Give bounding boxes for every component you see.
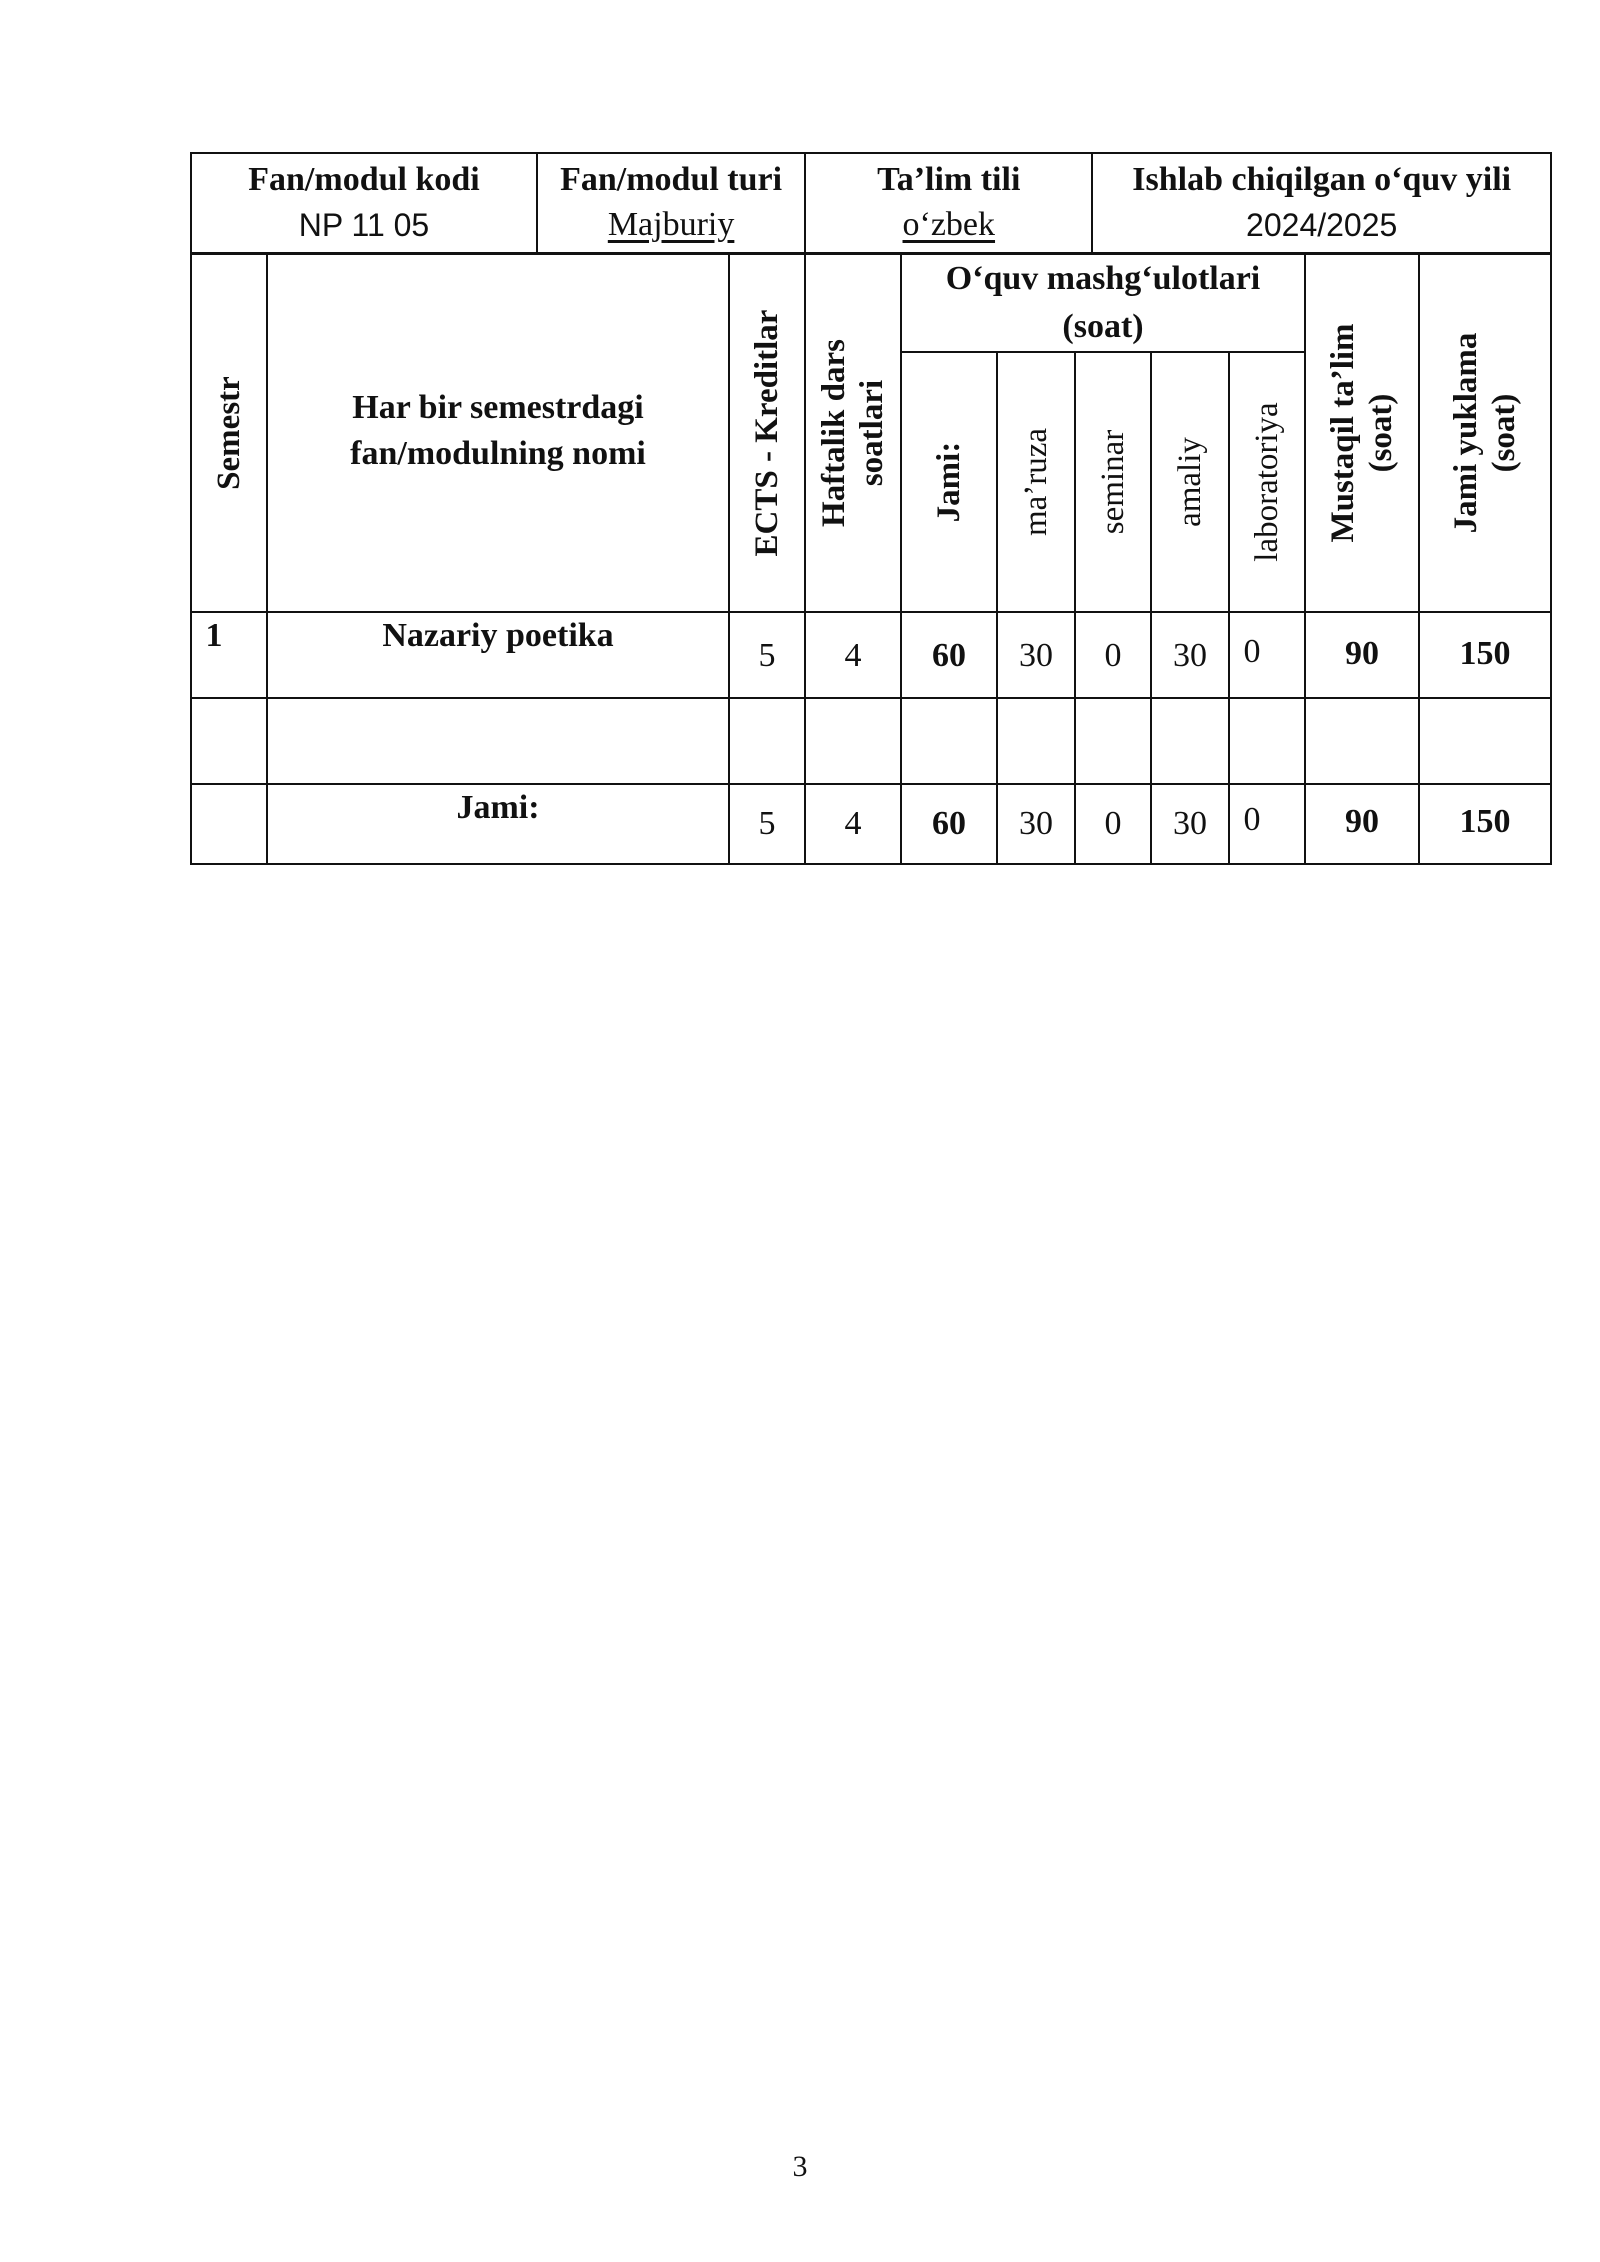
cell-independent: 90 bbox=[1345, 635, 1379, 672]
language-label: Ta’lim tili bbox=[877, 161, 1021, 198]
cell-ects: 5 bbox=[758, 637, 776, 674]
cell-training-total: 60 bbox=[932, 637, 966, 674]
academic-year-label: Ishlab chiqilgan o‘quv yili bbox=[1132, 161, 1512, 198]
header-training-total: Jami: bbox=[931, 441, 967, 523]
cell-total-load: 150 bbox=[1459, 803, 1511, 840]
cell-seminar: 0 bbox=[1104, 805, 1122, 842]
cell-semestr: 1 bbox=[205, 617, 223, 654]
header-subject-name: Har bir semestrdagi fan/modulning nomi bbox=[350, 389, 646, 472]
header-laboratory: laboratoriya bbox=[1249, 402, 1285, 562]
cell-training-total: 60 bbox=[932, 805, 966, 842]
cell-subject-name: Jami: bbox=[456, 789, 540, 826]
header-total-load: Jami yuklama (soat) bbox=[1448, 332, 1522, 534]
page-number: 3 bbox=[792, 2150, 808, 2183]
header-seminar: seminar bbox=[1095, 429, 1131, 535]
academic-year-cell bbox=[1093, 154, 1550, 252]
module-code-value: NP 11 05 bbox=[298, 207, 430, 243]
module-info-table bbox=[190, 152, 1552, 254]
cell-total-load: 150 bbox=[1459, 635, 1511, 672]
cell-laboratory: 0 bbox=[1243, 633, 1261, 670]
cell-independent: 90 bbox=[1345, 803, 1379, 840]
module-type-label: Fan/modul turi bbox=[560, 161, 783, 198]
cell-lectures: 30 bbox=[1019, 805, 1053, 842]
cell-subject-name: Nazariy poetika bbox=[382, 617, 614, 654]
language-cell bbox=[806, 154, 1093, 252]
module-code-label: Fan/modul kodi bbox=[248, 161, 480, 198]
cell-seminar: 0 bbox=[1104, 637, 1122, 674]
module-type-value: Majburiy bbox=[607, 206, 735, 243]
cell-practical: 30 bbox=[1173, 637, 1207, 674]
header-weekly-hours: Haftalik dars soatlari bbox=[816, 339, 890, 527]
cell-practical: 30 bbox=[1173, 805, 1207, 842]
module-type-cell bbox=[538, 154, 806, 252]
cell-laboratory: 0 bbox=[1243, 801, 1261, 838]
header-semestr: Semestr bbox=[211, 376, 247, 490]
cell-ects: 5 bbox=[758, 805, 776, 842]
module-code-cell bbox=[192, 154, 538, 252]
header-practical: amaliy bbox=[1172, 437, 1208, 527]
academic-year-value: 2024/2025 bbox=[1246, 207, 1398, 243]
header-ects-credits: ECTS - Kreditlar bbox=[749, 309, 785, 557]
language-value: o‘zbek bbox=[902, 206, 996, 243]
cell-lectures: 30 bbox=[1019, 637, 1053, 674]
header-training-sessions: O‘quv mashg‘ulotlari (soat) bbox=[945, 260, 1261, 345]
hours-table bbox=[190, 253, 1552, 865]
cell-weekly: 4 bbox=[844, 637, 862, 674]
header-independent-study: Mustaqil ta’lim (soat) bbox=[1325, 323, 1399, 543]
cell-weekly: 4 bbox=[844, 805, 862, 842]
header-lectures: ma’ruza bbox=[1018, 427, 1054, 537]
